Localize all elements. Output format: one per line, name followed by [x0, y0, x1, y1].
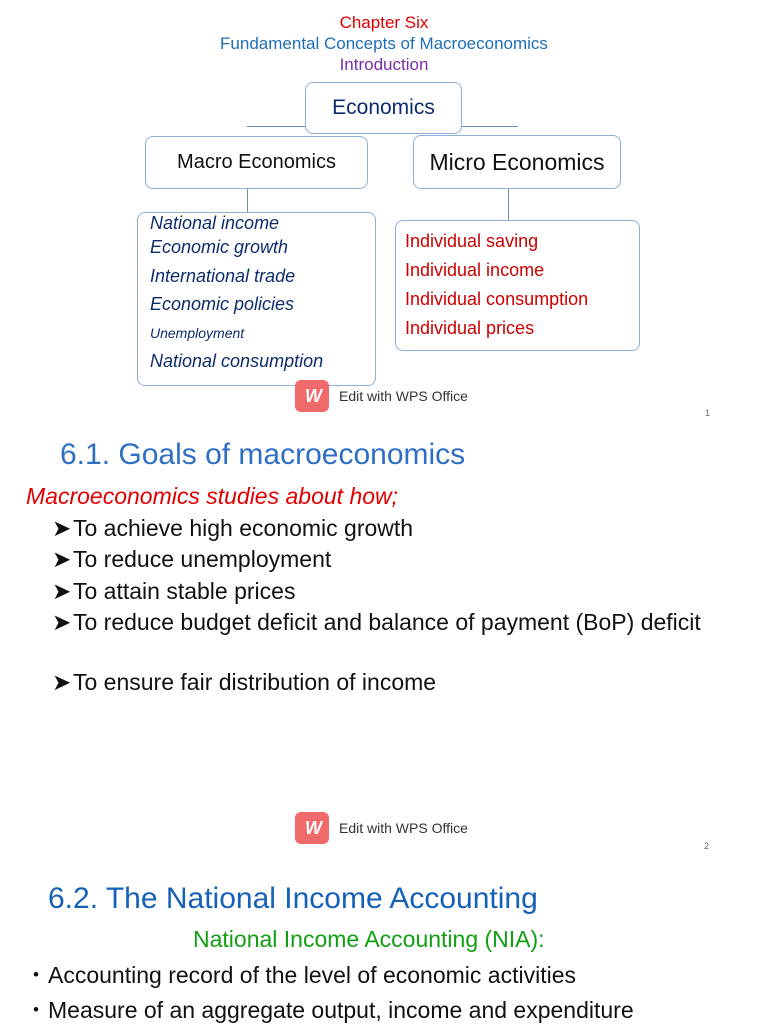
macro-topic: Economic growth	[150, 237, 289, 257]
bullet-dot-icon: •	[33, 1000, 39, 1019]
goals-heading: 6.1. Goals of macroeconomics	[60, 438, 466, 471]
goal-item	[52, 609, 712, 636]
micro-economics-box	[413, 135, 621, 189]
micro-topic: Individual income	[405, 260, 545, 280]
arrow-bullet-icon: ➤	[52, 578, 72, 604]
nia-bullet-text: Accounting record of the level of economic activities	[48, 962, 576, 988]
chapter-title: Chapter Six	[339, 13, 429, 32]
micro-topic: Individual prices	[405, 318, 535, 338]
macro-economics-box	[145, 136, 368, 189]
connector-line	[247, 126, 305, 127]
macro-topic: International trade	[150, 265, 296, 286]
wps-logo-icon: W	[295, 380, 329, 412]
wps-watermark[interactable]	[295, 380, 468, 412]
goal-item	[52, 669, 436, 696]
micro-topics-box	[395, 220, 640, 351]
macro-topic: Unemployment	[150, 324, 245, 341]
micro-economics-label: Micro Economics	[429, 148, 605, 175]
micro-topic: Individual consumption	[405, 289, 589, 309]
goal-text: To reduce unemployment	[73, 546, 332, 572]
macro-topic: National consumption	[150, 351, 324, 371]
goal-item	[52, 546, 331, 573]
economics-box	[305, 82, 462, 134]
page-number: 2	[704, 841, 710, 851]
chapter-subtitle: Fundamental Concepts of Macroeconomics	[220, 34, 548, 53]
page-number: 1	[705, 408, 711, 418]
nia-bullet-text: Measure of an aggregate output, income and expenditure	[48, 997, 634, 1023]
arrow-bullet-icon: ➤	[52, 546, 72, 572]
macro-topics-box	[137, 212, 376, 386]
wps-logo-icon: W	[295, 812, 329, 844]
goal-text: To achieve high economic growth	[73, 515, 414, 541]
connector-line	[462, 126, 518, 127]
goal-text: To ensure fair distribution of income	[73, 669, 437, 695]
wps-watermark-text: Edit with WPS Office	[339, 820, 468, 836]
wps-watermark[interactable]	[295, 812, 468, 844]
introduction-label: Introduction	[339, 55, 429, 74]
connector-line	[508, 189, 509, 220]
macro-economics-label: Macro Economics	[177, 151, 336, 173]
macro-topic: Economic policies	[150, 294, 295, 314]
macro-topic: National income	[150, 213, 280, 233]
arrow-bullet-icon: ➤	[52, 515, 72, 541]
goals-intro: Macroeconomics studies about how;	[26, 483, 399, 509]
goal-text: To attain stable prices	[73, 578, 296, 604]
wps-watermark-text: Edit with WPS Office	[339, 388, 468, 404]
arrow-bullet-icon: ➤	[52, 609, 72, 635]
goal-text: To reduce budget deficit and balance of payment (BoP) deficit	[73, 609, 701, 635]
micro-topic: Individual saving	[405, 231, 539, 251]
arrow-bullet-icon: ➤	[52, 669, 72, 695]
bullet-dot-icon: •	[33, 965, 39, 984]
goal-item	[52, 578, 295, 605]
nia-subheading: National Income Accounting (NIA):	[193, 926, 545, 952]
nia-heading: 6.2. The National Income Accounting	[48, 882, 538, 915]
economics-label: Economics	[332, 96, 435, 119]
goal-item	[52, 515, 413, 542]
nia-bullet	[33, 962, 576, 989]
connector-line	[247, 189, 248, 212]
nia-bullet	[33, 997, 634, 1024]
